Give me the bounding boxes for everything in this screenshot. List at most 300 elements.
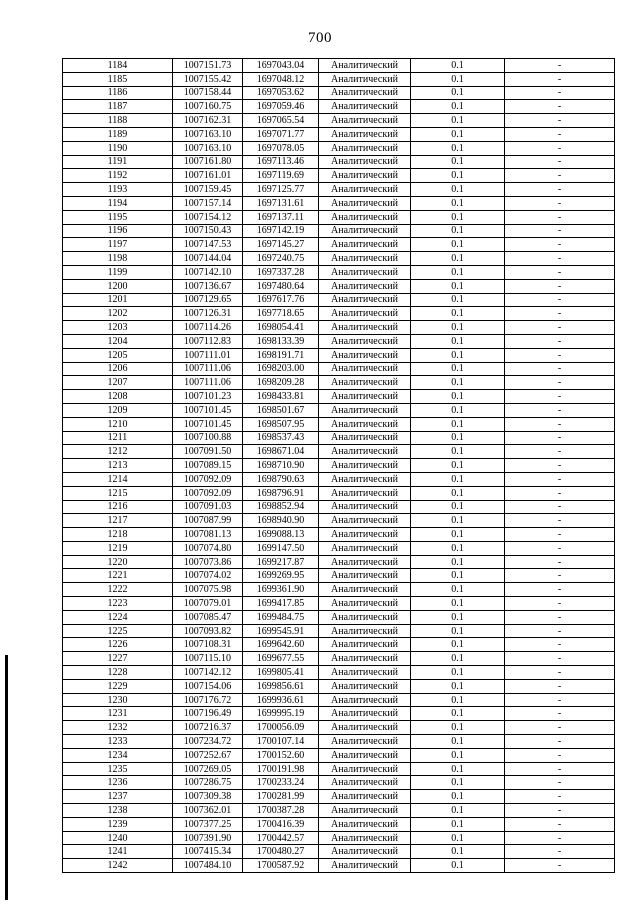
table-row bbox=[63, 196, 615, 210]
cell-accuracy: 0.1 bbox=[411, 762, 505, 776]
cell-accuracy: 0.1 bbox=[411, 183, 505, 197]
table-row bbox=[63, 845, 615, 859]
cell-num: 1223 bbox=[63, 597, 173, 611]
cell-num: 1191 bbox=[63, 155, 173, 169]
cell-y: 1697131.61 bbox=[243, 196, 319, 210]
cell-accuracy: 0.1 bbox=[411, 59, 505, 73]
table-row bbox=[63, 610, 615, 624]
cell-num: 1234 bbox=[63, 748, 173, 762]
cell-accuracy: 0.1 bbox=[411, 86, 505, 100]
cell-note: - bbox=[505, 679, 615, 693]
cell-note: - bbox=[505, 445, 615, 459]
cell-x: 1007075.98 bbox=[173, 583, 243, 597]
cell-x: 1007126.31 bbox=[173, 307, 243, 321]
cell-accuracy: 0.1 bbox=[411, 859, 505, 873]
cell-y: 1699545.91 bbox=[243, 624, 319, 638]
coordinates-table bbox=[62, 58, 615, 873]
cell-num: 1226 bbox=[63, 638, 173, 652]
cell-accuracy: 0.1 bbox=[411, 638, 505, 652]
cell-note: - bbox=[505, 472, 615, 486]
table-row bbox=[63, 155, 615, 169]
cell-y: 1698191.71 bbox=[243, 348, 319, 362]
cell-num: 1212 bbox=[63, 445, 173, 459]
cell-method: Аналитический bbox=[319, 528, 411, 542]
cell-num: 1237 bbox=[63, 790, 173, 804]
cell-note: - bbox=[505, 252, 615, 266]
cell-accuracy: 0.1 bbox=[411, 748, 505, 762]
cell-method: Аналитический bbox=[319, 693, 411, 707]
cell-accuracy: 0.1 bbox=[411, 679, 505, 693]
cell-note: - bbox=[505, 776, 615, 790]
cell-method: Аналитический bbox=[319, 390, 411, 404]
cell-method: Аналитический bbox=[319, 376, 411, 390]
cell-method: Аналитический bbox=[319, 72, 411, 86]
cell-y: 1699995.19 bbox=[243, 707, 319, 721]
cell-num: 1222 bbox=[63, 583, 173, 597]
table-row bbox=[63, 817, 615, 831]
cell-note: - bbox=[505, 86, 615, 100]
table-row bbox=[63, 776, 615, 790]
cell-y: 1697145.27 bbox=[243, 238, 319, 252]
cell-accuracy: 0.1 bbox=[411, 652, 505, 666]
cell-num: 1213 bbox=[63, 459, 173, 473]
cell-x: 1007157.14 bbox=[173, 196, 243, 210]
cell-accuracy: 0.1 bbox=[411, 831, 505, 845]
table-row bbox=[63, 804, 615, 818]
cell-x: 1007085.47 bbox=[173, 610, 243, 624]
cell-note: - bbox=[505, 541, 615, 555]
cell-num: 1203 bbox=[63, 321, 173, 335]
cell-y: 1700442.57 bbox=[243, 831, 319, 845]
cell-y: 1698710.90 bbox=[243, 459, 319, 473]
cell-x: 1007101.23 bbox=[173, 390, 243, 404]
cell-accuracy: 0.1 bbox=[411, 348, 505, 362]
table-row bbox=[63, 679, 615, 693]
table-row bbox=[63, 638, 615, 652]
cell-y: 1697113.46 bbox=[243, 155, 319, 169]
cell-x: 1007081.13 bbox=[173, 528, 243, 542]
cell-y: 1697480.64 bbox=[243, 279, 319, 293]
cell-num: 1229 bbox=[63, 679, 173, 693]
cell-method: Аналитический bbox=[319, 403, 411, 417]
cell-y: 1700416.39 bbox=[243, 817, 319, 831]
cell-num: 1206 bbox=[63, 362, 173, 376]
cell-note: - bbox=[505, 859, 615, 873]
table-row bbox=[63, 114, 615, 128]
cell-num: 1184 bbox=[63, 59, 173, 73]
cell-note: - bbox=[505, 403, 615, 417]
cell-y: 1697065.54 bbox=[243, 114, 319, 128]
cell-y: 1698433.81 bbox=[243, 390, 319, 404]
cell-method: Аналитический bbox=[319, 845, 411, 859]
table-row bbox=[63, 183, 615, 197]
cell-accuracy: 0.1 bbox=[411, 445, 505, 459]
cell-x: 1007158.44 bbox=[173, 86, 243, 100]
cell-x: 1007176.72 bbox=[173, 693, 243, 707]
cell-method: Аналитический bbox=[319, 334, 411, 348]
cell-accuracy: 0.1 bbox=[411, 597, 505, 611]
cell-y: 1697337.28 bbox=[243, 265, 319, 279]
cell-method: Аналитический bbox=[319, 859, 411, 873]
cell-x: 1007309.38 bbox=[173, 790, 243, 804]
table-row bbox=[63, 500, 615, 514]
cell-method: Аналитический bbox=[319, 127, 411, 141]
cell-y: 1697240.75 bbox=[243, 252, 319, 266]
table-row bbox=[63, 721, 615, 735]
cell-note: - bbox=[505, 293, 615, 307]
table-row bbox=[63, 334, 615, 348]
cell-num: 1239 bbox=[63, 817, 173, 831]
cell-note: - bbox=[505, 500, 615, 514]
table-row bbox=[63, 459, 615, 473]
cell-y: 1700480.27 bbox=[243, 845, 319, 859]
table-row bbox=[63, 748, 615, 762]
cell-x: 1007101.45 bbox=[173, 417, 243, 431]
cell-accuracy: 0.1 bbox=[411, 528, 505, 542]
cell-y: 1699677.55 bbox=[243, 652, 319, 666]
cell-num: 1209 bbox=[63, 403, 173, 417]
cell-num: 1189 bbox=[63, 127, 173, 141]
table-row bbox=[63, 127, 615, 141]
cell-y: 1698852.94 bbox=[243, 500, 319, 514]
cell-note: - bbox=[505, 486, 615, 500]
table-row bbox=[63, 376, 615, 390]
cell-x: 1007155.42 bbox=[173, 72, 243, 86]
cell-x: 1007147.53 bbox=[173, 238, 243, 252]
cell-y: 1698940.90 bbox=[243, 514, 319, 528]
coordinates-table-body bbox=[63, 59, 615, 873]
cell-note: - bbox=[505, 583, 615, 597]
cell-accuracy: 0.1 bbox=[411, 459, 505, 473]
cell-y: 1700281.99 bbox=[243, 790, 319, 804]
cell-accuracy: 0.1 bbox=[411, 721, 505, 735]
cell-method: Аналитический bbox=[319, 583, 411, 597]
cell-note: - bbox=[505, 569, 615, 583]
cell-num: 1195 bbox=[63, 210, 173, 224]
cell-accuracy: 0.1 bbox=[411, 321, 505, 335]
cell-num: 1200 bbox=[63, 279, 173, 293]
cell-x: 1007092.09 bbox=[173, 472, 243, 486]
cell-num: 1216 bbox=[63, 500, 173, 514]
cell-x: 1007093.82 bbox=[173, 624, 243, 638]
cell-accuracy: 0.1 bbox=[411, 666, 505, 680]
cell-y: 1698133.39 bbox=[243, 334, 319, 348]
cell-note: - bbox=[505, 141, 615, 155]
cell-num: 1186 bbox=[63, 86, 173, 100]
cell-accuracy: 0.1 bbox=[411, 155, 505, 169]
cell-method: Аналитический bbox=[319, 252, 411, 266]
cell-method: Аналитический bbox=[319, 114, 411, 128]
cell-note: - bbox=[505, 390, 615, 404]
table-row bbox=[63, 348, 615, 362]
cell-note: - bbox=[505, 721, 615, 735]
table-row bbox=[63, 735, 615, 749]
cell-y: 1699361.90 bbox=[243, 583, 319, 597]
table-row bbox=[63, 514, 615, 528]
cell-accuracy: 0.1 bbox=[411, 279, 505, 293]
cell-y: 1700107.14 bbox=[243, 735, 319, 749]
cell-x: 1007074.80 bbox=[173, 541, 243, 555]
cell-method: Аналитический bbox=[319, 155, 411, 169]
cell-num: 1227 bbox=[63, 652, 173, 666]
cell-note: - bbox=[505, 114, 615, 128]
cell-x: 1007073.86 bbox=[173, 555, 243, 569]
cell-accuracy: 0.1 bbox=[411, 72, 505, 86]
cell-accuracy: 0.1 bbox=[411, 500, 505, 514]
table-row bbox=[63, 569, 615, 583]
cell-x: 1007111.06 bbox=[173, 362, 243, 376]
cell-accuracy: 0.1 bbox=[411, 114, 505, 128]
cell-x: 1007089.15 bbox=[173, 459, 243, 473]
cell-num: 1197 bbox=[63, 238, 173, 252]
table-row bbox=[63, 210, 615, 224]
cell-method: Аналитический bbox=[319, 735, 411, 749]
cell-method: Аналитический bbox=[319, 500, 411, 514]
table-row bbox=[63, 141, 615, 155]
cell-accuracy: 0.1 bbox=[411, 210, 505, 224]
table-row bbox=[63, 859, 615, 873]
cell-x: 1007161.80 bbox=[173, 155, 243, 169]
cell-method: Аналитический bbox=[319, 721, 411, 735]
table-row bbox=[63, 362, 615, 376]
cell-method: Аналитический bbox=[319, 321, 411, 335]
cell-method: Аналитический bbox=[319, 624, 411, 638]
cell-y: 1698054.41 bbox=[243, 321, 319, 335]
cell-x: 1007159.45 bbox=[173, 183, 243, 197]
cell-num: 1232 bbox=[63, 721, 173, 735]
cell-note: - bbox=[505, 735, 615, 749]
cell-num: 1210 bbox=[63, 417, 173, 431]
cell-y: 1697043.04 bbox=[243, 59, 319, 73]
cell-y: 1697048.12 bbox=[243, 72, 319, 86]
cell-method: Аналитический bbox=[319, 86, 411, 100]
cell-accuracy: 0.1 bbox=[411, 610, 505, 624]
cell-accuracy: 0.1 bbox=[411, 707, 505, 721]
cell-num: 1236 bbox=[63, 776, 173, 790]
cell-note: - bbox=[505, 307, 615, 321]
cell-num: 1193 bbox=[63, 183, 173, 197]
cell-y: 1699805.41 bbox=[243, 666, 319, 680]
cell-method: Аналитический bbox=[319, 196, 411, 210]
cell-num: 1196 bbox=[63, 224, 173, 238]
cell-note: - bbox=[505, 431, 615, 445]
cell-method: Аналитический bbox=[319, 238, 411, 252]
cell-x: 1007162.31 bbox=[173, 114, 243, 128]
cell-accuracy: 0.1 bbox=[411, 735, 505, 749]
cell-accuracy: 0.1 bbox=[411, 569, 505, 583]
cell-x: 1007252.67 bbox=[173, 748, 243, 762]
cell-note: - bbox=[505, 279, 615, 293]
cell-method: Аналитический bbox=[319, 486, 411, 500]
table-row bbox=[63, 528, 615, 542]
cell-y: 1698671.04 bbox=[243, 445, 319, 459]
cell-y: 1697078.05 bbox=[243, 141, 319, 155]
cell-method: Аналитический bbox=[319, 472, 411, 486]
cell-x: 1007144.04 bbox=[173, 252, 243, 266]
cell-note: - bbox=[505, 831, 615, 845]
cell-note: - bbox=[505, 624, 615, 638]
cell-x: 1007163.10 bbox=[173, 127, 243, 141]
cell-note: - bbox=[505, 817, 615, 831]
table-row bbox=[63, 597, 615, 611]
cell-y: 1699417.85 bbox=[243, 597, 319, 611]
cell-x: 1007216.37 bbox=[173, 721, 243, 735]
cell-x: 1007074.02 bbox=[173, 569, 243, 583]
cell-y: 1697059.46 bbox=[243, 100, 319, 114]
cell-num: 1240 bbox=[63, 831, 173, 845]
table-row bbox=[63, 583, 615, 597]
cell-accuracy: 0.1 bbox=[411, 362, 505, 376]
cell-note: - bbox=[505, 238, 615, 252]
table-row bbox=[63, 265, 615, 279]
cell-y: 1699217.87 bbox=[243, 555, 319, 569]
cell-note: - bbox=[505, 652, 615, 666]
cell-num: 1217 bbox=[63, 514, 173, 528]
cell-note: - bbox=[505, 265, 615, 279]
cell-y: 1697617.76 bbox=[243, 293, 319, 307]
table-row bbox=[63, 252, 615, 266]
cell-method: Аналитический bbox=[319, 417, 411, 431]
cell-accuracy: 0.1 bbox=[411, 555, 505, 569]
cell-y: 1697125.77 bbox=[243, 183, 319, 197]
cell-accuracy: 0.1 bbox=[411, 776, 505, 790]
cell-method: Аналитический bbox=[319, 59, 411, 73]
table-row bbox=[63, 486, 615, 500]
cell-y: 1699856.61 bbox=[243, 679, 319, 693]
cell-method: Аналитический bbox=[319, 293, 411, 307]
cell-accuracy: 0.1 bbox=[411, 790, 505, 804]
cell-num: 1190 bbox=[63, 141, 173, 155]
cell-accuracy: 0.1 bbox=[411, 693, 505, 707]
cell-method: Аналитический bbox=[319, 817, 411, 831]
cell-accuracy: 0.1 bbox=[411, 141, 505, 155]
cell-y: 1698537.43 bbox=[243, 431, 319, 445]
cell-y: 1698203.00 bbox=[243, 362, 319, 376]
cell-method: Аналитический bbox=[319, 210, 411, 224]
cell-x: 1007286.75 bbox=[173, 776, 243, 790]
table-row bbox=[63, 224, 615, 238]
cell-y: 1698790.63 bbox=[243, 472, 319, 486]
cell-note: - bbox=[505, 666, 615, 680]
cell-num: 1205 bbox=[63, 348, 173, 362]
cell-num: 1231 bbox=[63, 707, 173, 721]
cell-x: 1007269.05 bbox=[173, 762, 243, 776]
cell-num: 1211 bbox=[63, 431, 173, 445]
cell-method: Аналитический bbox=[319, 776, 411, 790]
cell-method: Аналитический bbox=[319, 707, 411, 721]
cell-note: - bbox=[505, 790, 615, 804]
cell-method: Аналитический bbox=[319, 183, 411, 197]
cell-y: 1698501.67 bbox=[243, 403, 319, 417]
cell-x: 1007160.75 bbox=[173, 100, 243, 114]
cell-y: 1697718.65 bbox=[243, 307, 319, 321]
cell-method: Аналитический bbox=[319, 169, 411, 183]
table-row bbox=[63, 390, 615, 404]
cell-method: Аналитический bbox=[319, 652, 411, 666]
cell-x: 1007136.67 bbox=[173, 279, 243, 293]
cell-x: 1007150.43 bbox=[173, 224, 243, 238]
cell-y: 1697053.62 bbox=[243, 86, 319, 100]
table-row bbox=[63, 555, 615, 569]
table-row bbox=[63, 541, 615, 555]
cell-method: Аналитический bbox=[319, 445, 411, 459]
cell-num: 1218 bbox=[63, 528, 173, 542]
cell-note: - bbox=[505, 362, 615, 376]
table-row bbox=[63, 100, 615, 114]
cell-note: - bbox=[505, 196, 615, 210]
cell-accuracy: 0.1 bbox=[411, 390, 505, 404]
cell-x: 1007092.09 bbox=[173, 486, 243, 500]
cell-method: Аналитический bbox=[319, 638, 411, 652]
cell-accuracy: 0.1 bbox=[411, 804, 505, 818]
cell-y: 1699269.95 bbox=[243, 569, 319, 583]
cell-y: 1697137.11 bbox=[243, 210, 319, 224]
cell-x: 1007100.88 bbox=[173, 431, 243, 445]
cell-accuracy: 0.1 bbox=[411, 334, 505, 348]
cell-y: 1700152.60 bbox=[243, 748, 319, 762]
cell-num: 1198 bbox=[63, 252, 173, 266]
cell-method: Аналитический bbox=[319, 348, 411, 362]
cell-note: - bbox=[505, 748, 615, 762]
cell-accuracy: 0.1 bbox=[411, 541, 505, 555]
cell-num: 1194 bbox=[63, 196, 173, 210]
table-row bbox=[63, 321, 615, 335]
cell-accuracy: 0.1 bbox=[411, 127, 505, 141]
cell-accuracy: 0.1 bbox=[411, 238, 505, 252]
table-row bbox=[63, 790, 615, 804]
cell-y: 1697119.69 bbox=[243, 169, 319, 183]
cell-method: Аналитический bbox=[319, 100, 411, 114]
cell-accuracy: 0.1 bbox=[411, 252, 505, 266]
cell-note: - bbox=[505, 224, 615, 238]
cell-num: 1208 bbox=[63, 390, 173, 404]
cell-method: Аналитический bbox=[319, 541, 411, 555]
cell-note: - bbox=[505, 183, 615, 197]
cell-y: 1699484.75 bbox=[243, 610, 319, 624]
cell-y: 1698209.28 bbox=[243, 376, 319, 390]
cell-accuracy: 0.1 bbox=[411, 376, 505, 390]
cell-y: 1700233.24 bbox=[243, 776, 319, 790]
table-row bbox=[63, 238, 615, 252]
cell-note: - bbox=[505, 376, 615, 390]
cell-method: Аналитический bbox=[319, 459, 411, 473]
cell-note: - bbox=[505, 334, 615, 348]
cell-x: 1007114.26 bbox=[173, 321, 243, 335]
cell-method: Аналитический bbox=[319, 748, 411, 762]
cell-num: 1221 bbox=[63, 569, 173, 583]
cell-x: 1007377.25 bbox=[173, 817, 243, 831]
cell-x: 1007163.10 bbox=[173, 141, 243, 155]
cell-x: 1007091.50 bbox=[173, 445, 243, 459]
cell-x: 1007484.10 bbox=[173, 859, 243, 873]
cell-method: Аналитический bbox=[319, 666, 411, 680]
cell-note: - bbox=[505, 638, 615, 652]
cell-num: 1199 bbox=[63, 265, 173, 279]
cell-accuracy: 0.1 bbox=[411, 224, 505, 238]
cell-note: - bbox=[505, 610, 615, 624]
table-row bbox=[63, 72, 615, 86]
cell-note: - bbox=[505, 100, 615, 114]
page-number: 700 bbox=[308, 30, 332, 46]
cell-method: Аналитический bbox=[319, 514, 411, 528]
cell-method: Аналитический bbox=[319, 804, 411, 818]
cell-accuracy: 0.1 bbox=[411, 169, 505, 183]
cell-y: 1700191.98 bbox=[243, 762, 319, 776]
cell-x: 1007091.03 bbox=[173, 500, 243, 514]
table-row bbox=[63, 59, 615, 73]
cell-note: - bbox=[505, 845, 615, 859]
cell-y: 1699936.61 bbox=[243, 693, 319, 707]
